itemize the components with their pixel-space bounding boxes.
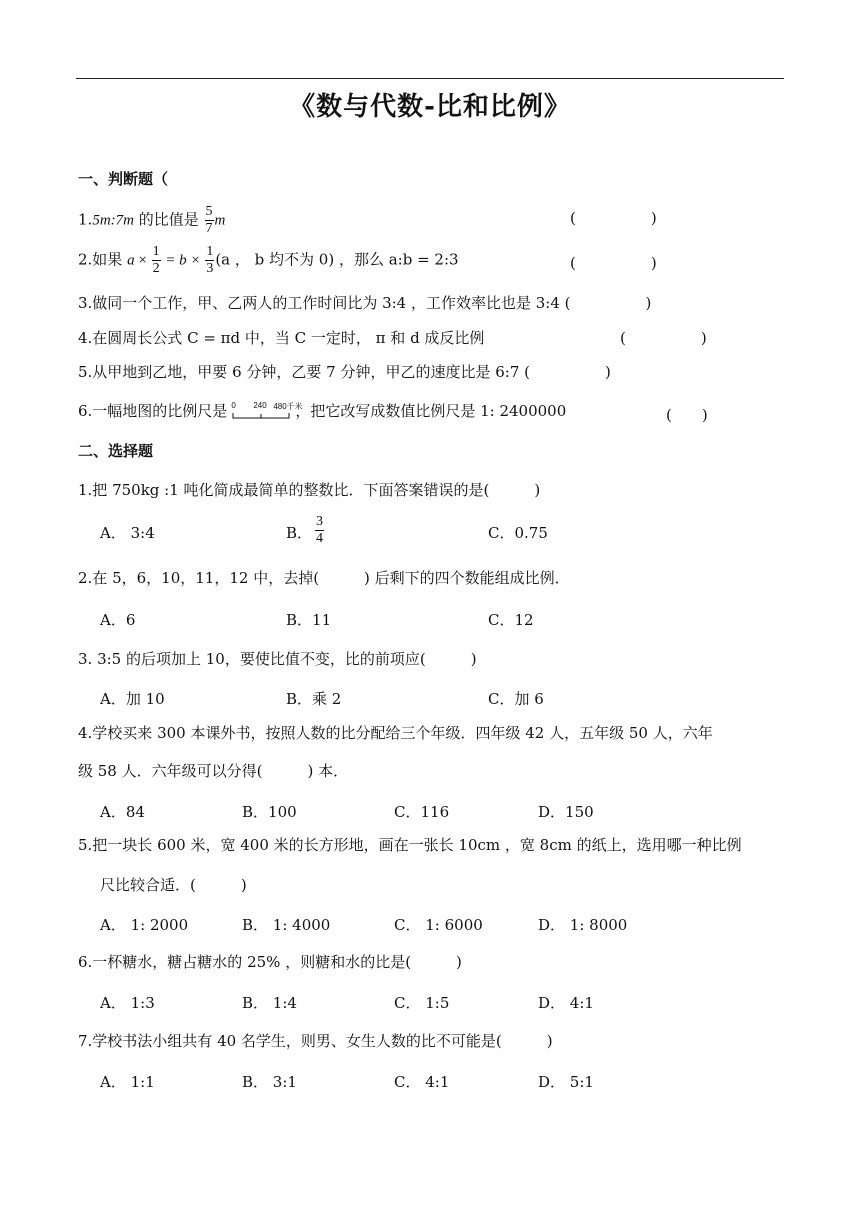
c5-option-c: C． 1: 6000 xyxy=(394,916,483,934)
c2-option-c: C．12 xyxy=(488,611,534,629)
c6-option-d: D． 4:1 xyxy=(538,994,594,1012)
scale-label-480: 480千米 xyxy=(273,402,303,411)
choice-question-5-cont: 尺比较合适．( ) xyxy=(100,876,247,894)
c7-option-b: B． 3:1 xyxy=(242,1073,297,1091)
c1-frac-den: 4 xyxy=(316,531,323,546)
q1-frac-den: 7 xyxy=(205,221,213,236)
q1-prefix: 1. xyxy=(78,210,93,229)
c4-option-d: D．150 xyxy=(538,803,594,821)
q2-fraction-2 xyxy=(205,244,214,277)
choice-question-4: 4.学校买来 300 本课外书，按照人数的比分配给三个年级．四年级 42 人，五年级 50 人，六年 xyxy=(78,724,713,742)
c7-option-c: C． 4:1 xyxy=(394,1073,450,1091)
c7-option-a: A． 1:1 xyxy=(100,1073,155,1091)
judge-question-1 xyxy=(78,204,225,237)
choice-question-7: 7.学校书法小组共有 40 名学生，则男、女生人数的比不可能是( ) xyxy=(78,1032,553,1050)
q2-frac1-den: 2 xyxy=(152,261,160,276)
q2-fraction-1 xyxy=(152,244,161,277)
c1-option-a: A． 3:4 xyxy=(100,524,155,542)
q6-answer-paren: ( ) xyxy=(666,406,708,424)
c3-option-a: A．加 10 xyxy=(100,690,165,708)
q1-text: 的比值是 xyxy=(133,210,204,229)
judge-question-4: 4.在圆周长公式 C = πd 中，当 C 一定时， π 和 d 成反比例 xyxy=(78,329,485,347)
section-choice-heading: 二、选择题 xyxy=(78,442,154,460)
c1-option-b: B． xyxy=(286,524,313,542)
q2-eq: = b × xyxy=(161,252,205,269)
c3-option-b: B．乘 2 xyxy=(286,690,342,708)
q1-after: m xyxy=(214,212,226,229)
c6-option-b: B． 1:4 xyxy=(242,994,297,1012)
judge-question-5: 5.从甲地到乙地，甲要 6 分钟，乙要 7 分钟，甲乙的速度比是 6:7 ( ) xyxy=(78,363,611,381)
q2-prefix: 2.如果 xyxy=(78,250,128,269)
c1-frac-num: 3 xyxy=(316,514,323,529)
c4-option-c: C．116 xyxy=(394,803,450,821)
scale-bar-graphic xyxy=(231,412,291,420)
q2-frac2-num: 1 xyxy=(206,244,214,259)
q1-math: 5m:7m xyxy=(92,212,134,229)
c2-option-b: B．11 xyxy=(286,611,332,629)
q6-post: ，把它改写成数值比例尺是 1: 2400000 xyxy=(295,402,567,420)
q4-answer-paren: ( ) xyxy=(620,329,707,347)
c1-option-b-fraction xyxy=(314,514,325,547)
c4-option-a: A．84 xyxy=(100,803,145,821)
c5-option-d: D． 1: 8000 xyxy=(538,916,628,934)
c4-option-b: B．100 xyxy=(242,803,297,821)
choice-question-1: 1.把 750kg :1 吨化简成最简单的整数比．下面答案错误的是( ) xyxy=(78,481,541,499)
q1-answer-paren: ( ) xyxy=(570,209,657,227)
q2-frac2-den: 3 xyxy=(206,261,214,276)
c1-option-c: C．0.75 xyxy=(488,524,548,542)
c5-option-a: A． 1: 2000 xyxy=(100,916,189,934)
judge-question-6 xyxy=(78,400,566,421)
q2-frac1-num: 1 xyxy=(152,244,160,259)
judge-question-2 xyxy=(78,244,459,277)
map-scale-bar xyxy=(231,401,303,421)
c3-option-c: C．加 6 xyxy=(488,690,544,708)
c6-option-c: C． 1:5 xyxy=(394,994,450,1012)
choice-question-6: 6.一杯糖水，糖占糖水的 25% ，则糖和水的比是( ) xyxy=(78,953,462,971)
q2-times: × xyxy=(134,252,151,269)
q1-frac-num: 5 xyxy=(205,204,213,219)
choice-question-4-cont: 级 58 人．六年级可以分得( ) 本． xyxy=(78,762,349,780)
choice-question-2: 2.在 5，6，10，11，12 中，去掉( ) 后剩下的四个数能组成比例． xyxy=(78,569,570,587)
q2-answer-paren: ( ) xyxy=(570,254,657,272)
section-judge-heading: 一、判断题（ xyxy=(78,170,169,188)
choice-question-3: 3. 3:5 的后项加上 10，要使比值不变，比的前项应( ) xyxy=(78,650,477,668)
choice-question-5: 5.把一块长 600 米，宽 400 米的长方形地，画在一张长 10cm ，宽 8cm 的纸上，选用哪一种比例 xyxy=(78,836,742,854)
header-rule xyxy=(76,78,784,79)
judge-question-3: 3.做同一个工作，甲、乙两人的工作时间比为 3:4 ，工作效率比也是 3:4 ( ) xyxy=(78,294,652,312)
scale-label-240: 240 xyxy=(253,401,267,410)
q2-condition: (a ， b 均不为 0) ，那么 a:b = 2:3 xyxy=(215,250,459,269)
q2-a: a xyxy=(127,252,135,269)
q6-pre: 6.一幅地图的比例尺是 xyxy=(78,402,228,420)
page-title: 《数与代数-比和比例》 xyxy=(289,92,571,122)
c2-option-a: A．6 xyxy=(100,611,136,629)
c5-option-b: B． 1: 4000 xyxy=(242,916,331,934)
q1-fraction xyxy=(205,204,214,237)
c6-option-a: A． 1:3 xyxy=(100,994,155,1012)
scale-label-0: 0 xyxy=(231,401,236,410)
c7-option-d: D． 5:1 xyxy=(538,1073,594,1091)
